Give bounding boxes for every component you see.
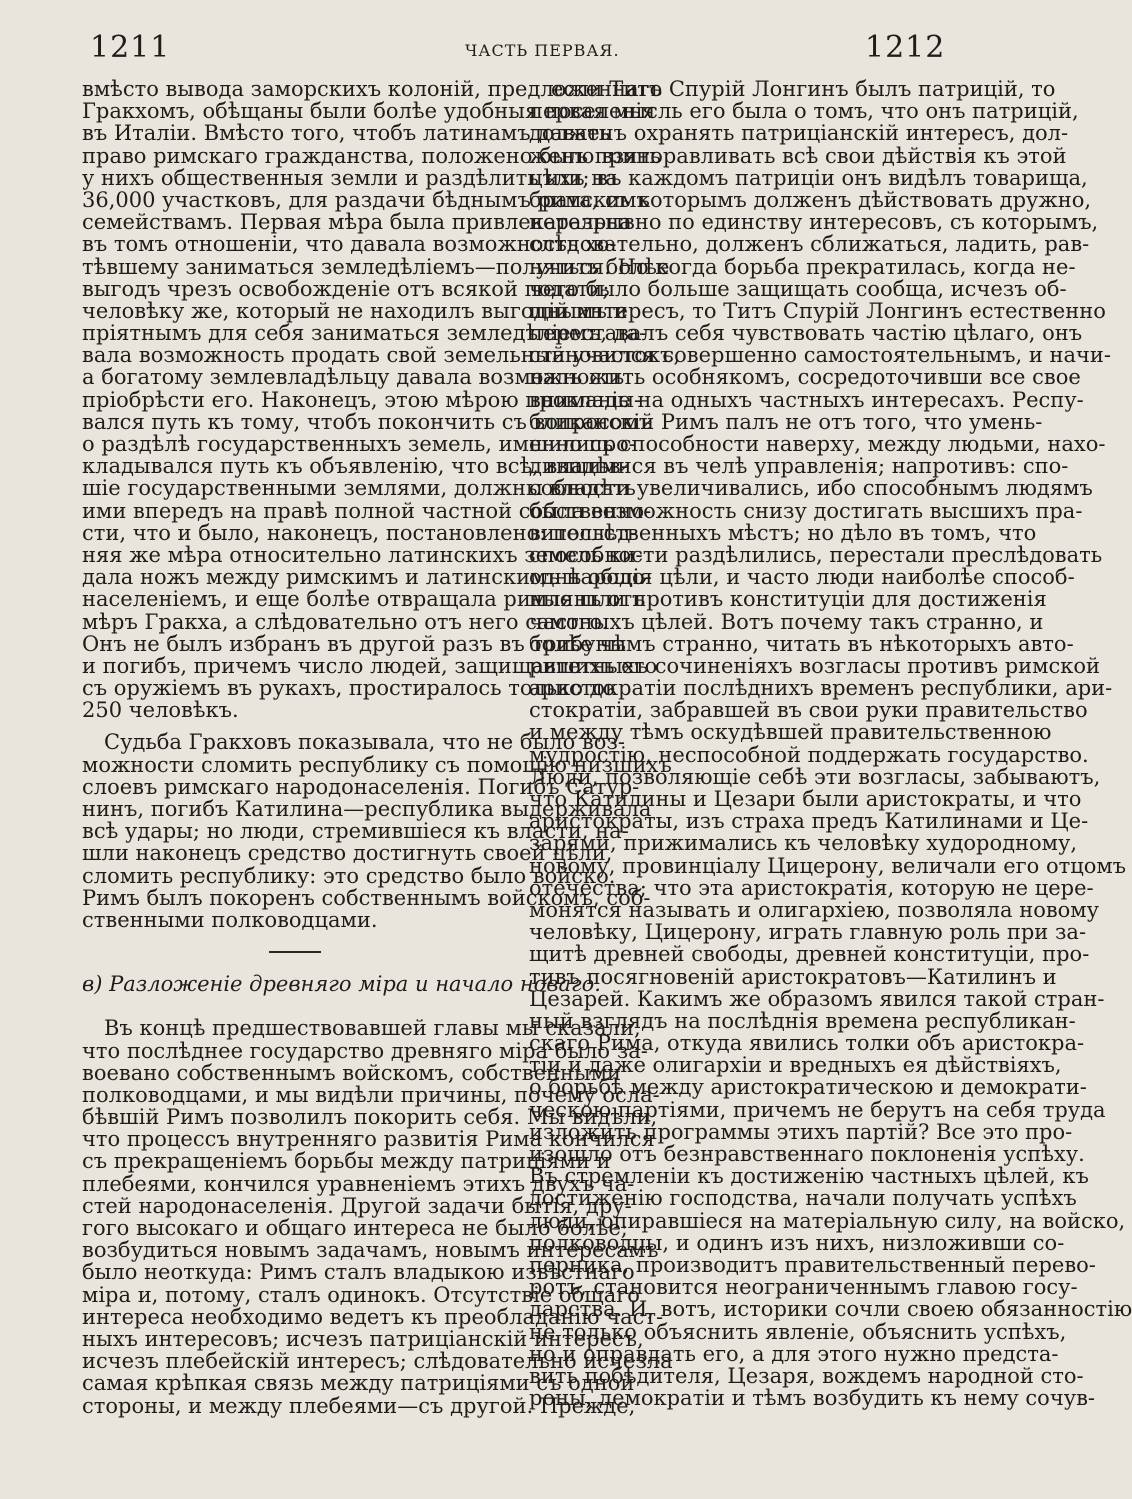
text-line: стороны, и между плебеями—съ другой. Прежде, [82,1393,636,1418]
text-line: интереса необходимо ведетъ къ преобладанію част- [82,1304,664,1329]
text-line: слѣдовательно, долженъ сближаться, ладить, рав- [529,232,1090,257]
text-line: пріятнымъ для себя заниматься земледѣліемъ, да- [82,321,647,346]
text-line: брата, съ которымъ долженъ дѣйствовать дружно, [529,187,1092,212]
text-line: скаго Рима, откуда явились толки объ аристокра- [529,1031,1085,1056]
text-line: Онъ не былъ избранъ въ другой разъ въ трибуны [82,631,627,656]
text-line: въ томъ отношеніи, что давала возможность хо- [82,232,617,257]
text-line: ный взглядъ на послѣднія времена республикан- [529,1008,1076,1033]
text-line: не только объяснить явленіе, объяснить успѣхъ, [529,1319,1067,1344]
text-line: люди, опиравшіеся на матеріальную силу, на войско, [529,1208,1126,1233]
text-line: можности сломить республику съ помощію низшихъ [82,752,672,777]
page-header [0,0,1000,80]
text-line: ротъ, становится неограниченнымъ главою госу- [529,1275,1078,1300]
text-line: первая мысль его была о томъ, что онъ патрицій, [529,99,1079,124]
text-line: изошло отъ безнравственнаго поклоненія успѣху. [529,1142,1085,1166]
right-column [529,77,1132,1411]
text-line: полководцами, и мы видѣли причины, почему осла- [82,1082,660,1107]
text-line: бѣвшій Римъ позволилъ покорить себя. Мы видѣли, [82,1105,658,1130]
text-line: роны, демократіи и тѣмъ возбудить къ нему сочув- [529,1386,1095,1411]
text-line: кладывался путь къ объявленію, что всѣ, владѣв- [82,454,628,479]
text-line: возбудиться новымъ задачамъ, новымъ интересамъ [82,1238,659,1263]
text-line: тіи и даже олигархіи и вредныхъ ея дѣйствіяхъ, [529,1053,1062,1078]
text-line: аристократіи послѣднихъ временъ республики, ари- [529,676,1113,701]
text-line: семействамъ. Первая мѣра была привлекательна [82,210,632,235]
text-line: и между тѣмъ оскудѣвшей правительственною [529,720,1052,745]
page-number-right: 1212 [865,30,946,65]
text-line: Судьба Гракховъ показывала, что не было воз- [104,730,625,755]
text-line: Гракхомъ, обѣщаны были болѣе удобныя поселенія [82,99,656,124]
text-line: достиженію господства, начали получать успѣхъ [529,1186,1077,1211]
text-line: мѣръ Гракха, а слѣдовательно отъ него самого. [82,609,609,634]
text-line: полководцы, и одинъ изъ нихъ, низложивши со- [529,1230,1065,1255]
text-line: щій интересъ, то Титъ Спурій Лонгинъ естественно [529,298,1106,323]
text-line: вался путь къ тому, чтобъ покончить съ вопросомъ [82,409,653,434]
text-line: шіе государственными землями, должны владѣть [82,476,636,501]
text-line: самая крѣпкая связь между патриціями съ одной [82,1371,635,1396]
text-line: исчезъ плебейскій интересъ; слѣдовательно исчезла [82,1349,673,1374]
text-line: женъ приноравливать всѣ свои дѣйствія къ этой [529,143,1067,168]
text-line: мудростію, неспособной поддержать государство. [529,742,1089,767]
text-line: стократіи, забравшей въ свои руки правительство [529,698,1088,723]
text-line: съ прекращеніемъ борьбы между патриціями и [82,1149,611,1174]
text-line: дившимися въ челѣ управленія; напротивъ: спо- [529,454,1069,479]
text-line: если Титъ Спурій Лонгинъ былъ патрицій, то [551,77,1056,101]
text-line: тивъ посягновеній аристократовъ—Катилинъ и [529,964,1057,989]
text-line: о раздѣлѣ государственныхъ земель, именно про- [82,432,636,456]
text-line: аристократы, изъ страха предъ Катилинами и Це- [529,809,1089,834]
text-line: 250 человѣкъ. [82,698,239,723]
text-line: Въ стремленіи къ достиженію частныхъ цѣлей, къ [529,1164,1089,1189]
text-line: долженъ охранять патриціанскій интересъ, дол- [529,121,1069,146]
text-line: человѣку же, который не находилъ выгоднымъ и [82,298,628,323]
text-line: плебеями, кончился уравненіемъ этихъ двухъ ча- [82,1171,635,1196]
text-line: вала возможность продать свой земельный участокъ, [82,343,681,368]
text-line: дарства. И, вотъ, историки сочли своею обязанностію [529,1297,1132,1322]
text-line: однѣ общія цѣли, и часто люди наиболѣе способ- [529,565,1075,590]
page-number-left: 1211 [90,30,171,65]
paragraph-continued [529,77,1132,1411]
text-line: стей народонаселенія. Другой задачи бытія, дру- [82,1193,632,1218]
text-line: шли наконецъ средство достигнуть своей цѣли, [82,841,613,866]
text-line: способности раздѣлились, перестали преслѣдовать [529,542,1103,567]
text-line: перника, производитъ правительственный перево- [529,1252,1096,1277]
text-line: и погибъ, причемъ число людей, защищавшихъ его [82,653,658,678]
text-line: няя же мѣра относительно латинскихъ земель ки- [82,542,643,567]
text-line: частныхъ цѣлей. Вотъ почему такъ странно, и [529,609,1044,634]
text-line: что послѣднее государство древняго міра было за- [82,1038,648,1063]
text-line: ные шли противъ конституціи для достиженія [529,587,1047,612]
text-line: сти, что и было, наконецъ, постановлено: послѣд- [82,520,638,545]
text-line: 36,000 участковъ, для раздачи бѣднымъ римскимъ [82,187,650,212]
text-line: было неоткуда: Римъ сталъ владыкою извѣстнаго [82,1260,635,1285]
text-line: но и оправдать его, а для этого нужно предста- [529,1341,1059,1366]
text-line: ими впередъ на правѣ полной частной собственно- [82,498,652,523]
text-line: дала ножъ между римскимъ и латинскимъ народо- [82,565,652,590]
section-divider [269,951,321,953]
text-line: была возможность снизу достигать высшихъ пра- [529,498,1083,523]
text-line: ческою партіями, причемъ не берутъ на себя труда [529,1097,1106,1122]
text-line: налъ жить особнякомъ, сосредоточивши все свое [529,365,1081,390]
text-line: у нихъ общественныя земли и раздѣлить ихъ на [82,165,618,190]
text-line: шились способности наверху, между людьми, нахо- [529,432,1106,456]
text-line: воевано собственнымъ войскомъ, собственными [82,1060,622,1085]
text-line: неразрывно по единству интересовъ, съ которымъ, [529,210,1099,235]
text-line: что Катилины и Цезари были аристократы, и что [529,787,1082,811]
text-line: собности увеличивались, ибо способнымъ людямъ [529,476,1093,501]
text-line: о борьбѣ между аристократическою и демократи- [529,1075,1087,1100]
text-line: ныхъ интересовъ; исчезъ патриціанскій интересъ, [82,1326,644,1351]
text-line: въ Италіи. Вмѣсто того, чтобъ латинамъ давать [82,121,611,146]
text-line: чего было больше защищать сообща, исчезъ об- [529,276,1067,301]
text-line: сломить республику: это средство было войско. [82,863,616,888]
text-line: выгодъ чрезъ освобожденіе отъ всякой подати; [82,276,610,301]
text-line: пріобрѣсти его. Наконецъ, этою мѣрою проклады- [82,387,642,412]
text-line: вить побѣдителя, Цезаря, вождемъ народной сто- [529,1363,1084,1388]
paragraph-1 [82,77,681,723]
section-subheading: в) Разложеніе древняго міра и начало новаго. [82,972,601,997]
text-line: тѣвшему заниматься земледѣліемъ—получить болѣе [82,254,670,279]
text-line: Въ концѣ предшествовавшей главы мы сказали, [104,1016,641,1041]
text-line: право римскаго гражданства, положено было взять [82,143,661,168]
text-line: вительственныхъ мѣстъ; но дѣло въ томъ, что [529,520,1037,545]
text-line: Люди, позволяющіе себѣ эти возгласы, забываютъ, [529,764,1101,789]
text-line: ритетныхъ сочиненіяхъ возгласы противъ римской [529,653,1101,678]
text-line: всѣ удары; но люди, стремившіеся къ власти, на- [82,819,629,844]
text-line: вмѣсто вывода заморскихъ колоній, предложеннаго [82,77,663,101]
text-line: вниманіе на одныхъ частныхъ интересахъ. Респу- [529,387,1084,412]
text-line: гого высокаго и общаго интереса не было болѣе; [82,1216,628,1240]
text-line: нинъ, погибъ Катилина—республика выдерживала [82,797,652,821]
text-line: новому, провинціалу Цицерону, величали его отцомъ [529,853,1127,878]
text-line: монятся называть и олигархіею, позволяла новому [529,897,1099,922]
text-line: зарями, прижимались къ человѣку худородному, [529,831,1078,856]
text-line: Римъ былъ покоренъ собственнымъ войскомъ, соб- [82,885,651,910]
text-line: становился совершенно самостоятельнымъ, и начи- [529,343,1112,368]
text-line: болѣе чѣмъ странно, читать въ нѣкоторыхъ авто- [529,631,1074,656]
text-line: щитѣ древней свободы, древней конституціи, про- [529,942,1090,967]
paragraph-3 [82,1016,673,1418]
left-column [82,77,681,1418]
text-line: населеніемъ, и еще болѣе отвращала римлянъ отъ [82,587,646,612]
text-line: человѣку, Цицерону, играть главную роль при за- [529,920,1087,945]
text-line: слоевъ римскаго народонаселенія. Погибъ Сатур- [82,774,640,799]
paragraph-2 [82,730,672,932]
text-line: Цезарей. Какимъ же образомъ явился такой стран- [529,986,1105,1011]
text-line: а богатому землевладѣльцу давала возможность [82,365,625,390]
text-line: переставалъ себя чувствовать частію цѣлаго, онъ [529,321,1083,346]
text-line: что процессъ внутренняго развитія Рима кончился [82,1127,655,1152]
text-line: отечества; что эта аристократія, которую не цере- [529,875,1094,900]
text-line: бликанскій Римъ палъ не отъ того, что умень- [529,409,1043,434]
text-line: изложить программы этихъ партій? Все это про- [529,1119,1073,1144]
text-line: ственными полководцами. [82,907,378,932]
running-head: ЧАСТЬ ПЕРВАЯ. [465,41,620,60]
text-line: съ оружіемъ въ рукахъ, простиралось только до [82,676,616,701]
text-line: міра и, потому, сталъ одинокъ. Отсутствіе общаго [82,1282,640,1307]
text-line: цѣли; въ каждомъ патриціи онъ видѣлъ товарища, [529,165,1088,190]
text-line: няться. Но когда борьба прекратилась, когда не- [529,254,1076,279]
